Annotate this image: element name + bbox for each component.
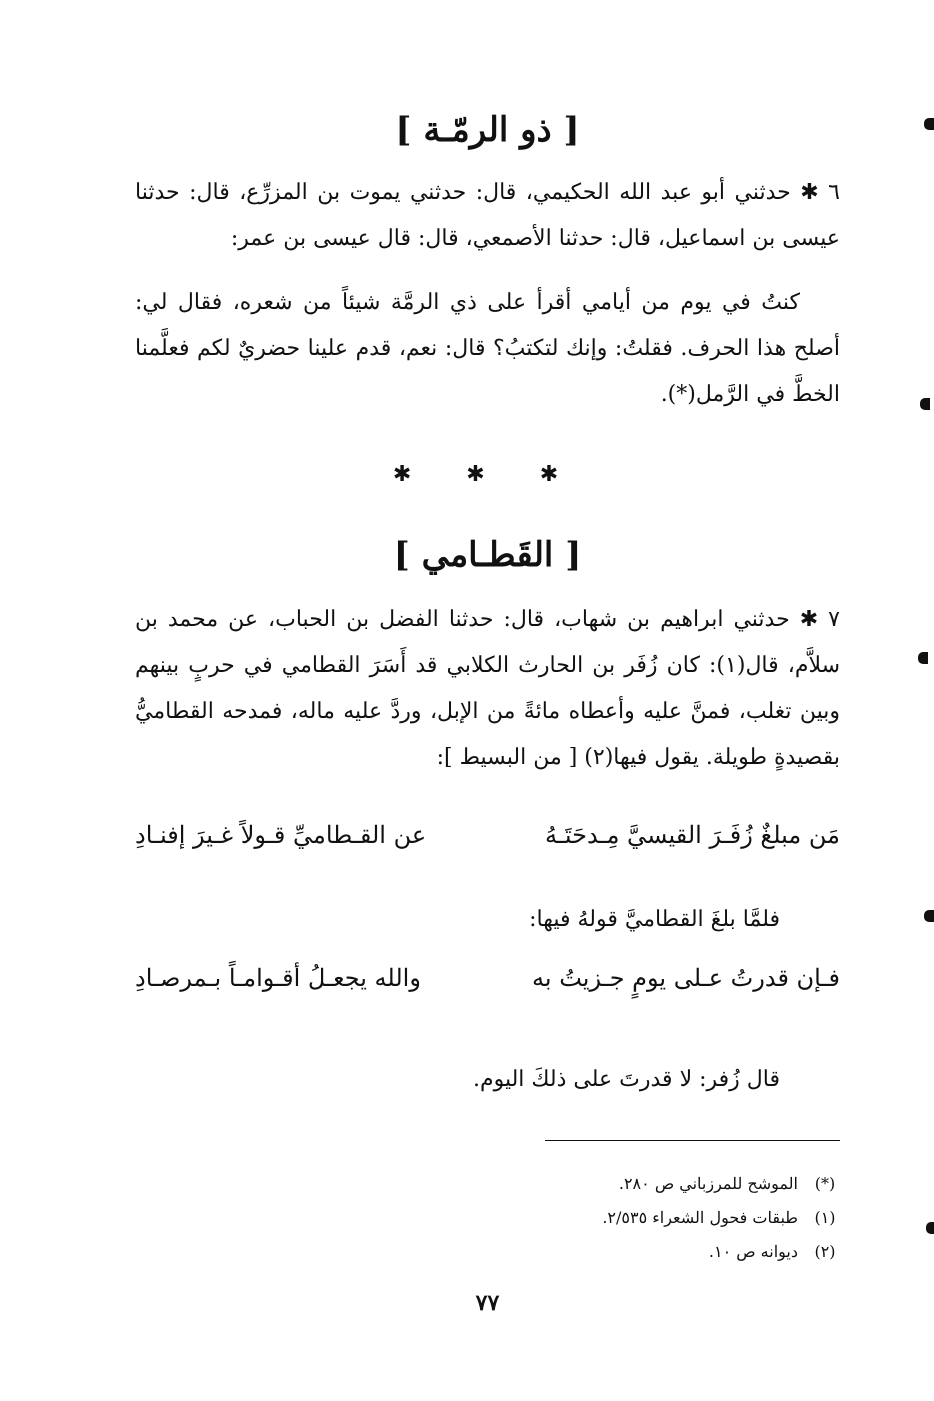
scan-edge-mark <box>926 1222 934 1234</box>
footnote-text: ديوانه ص ١٠. <box>708 1242 798 1261</box>
verse-1-second-hemistich: عن القـطاميِّ قـولاً غـيرَ إفنـادِ <box>135 821 427 849</box>
document-page <box>135 100 840 1360</box>
scan-edge-mark <box>920 398 930 410</box>
footnote-number: (٢) <box>814 1242 836 1261</box>
section-separator: ✱ ✱ ✱ <box>392 462 583 487</box>
verse-2-first-hemistich: فـإن قدرتُ عـلى يومٍ جـزيتُ به <box>532 964 840 992</box>
paragraph-isnad-6: ٦ ✱ حدثني أبو عبد الله الحكيمي، قال: حدثني يموت بن المزرِّع، قال: حدثنا عيسى بن اسماعيل، قال: حدثنا الأصمعي، قال: قال عيسى بن عمر: <box>135 180 840 251</box>
footnote-number: (١) <box>814 1208 836 1227</box>
narration-line-2: قال زُفر: لا قدرتَ على ذلكَ اليوم. <box>472 1067 780 1092</box>
scan-edge-mark <box>918 652 928 664</box>
section-title-dhu-al-rumma: [ ذو الرمّـة ] <box>395 110 580 150</box>
section-title-al-qutami: [ القَطـامي ] <box>393 535 582 575</box>
footnote-text: الموشح للمرزباني ص ٢٨٠. <box>618 1174 798 1193</box>
verse-2-second-hemistich: والله يجعـلُ أقـوامـاً بـمرصـادِ <box>135 964 421 992</box>
scan-edge-mark <box>924 910 934 922</box>
footnote-divider <box>545 1140 840 1141</box>
narration-line-1: فلمَّا بلغَ القطاميَّ قولهُ فيها: <box>529 907 780 932</box>
footnote-number: (*) <box>814 1174 836 1193</box>
poem-verse-1 <box>135 815 840 855</box>
poem-verse-2 <box>135 958 840 998</box>
footnote-item <box>602 1204 840 1232</box>
paragraph-isnad-7: ٧ ✱ حدثني ابراهيم بن شهاب، قال: حدثنا الفضل بن الحباب، عن محمد بن سلاَّم، قال(١): كان زُفَر بن الحارث الكلابي قد أَسَرَ القطامي في حربٍ بينهم وبين تغلب، فمنَّ عليه وأعطاه مائةً من الإبل، وردَّ عليه ماله، فمدحه القطاميُّ بقصيدةٍ طويلة. يقول فيها(٢) [ من البسيط ]: <box>135 607 841 770</box>
verse-1-first-hemistich: مَن مبلغٌ زُفَـرَ القيسيَّ مِـدحَتَـهُ <box>544 821 840 849</box>
footnote-item <box>709 1238 840 1266</box>
page-number: ٧٧ <box>475 1290 500 1316</box>
footnote-item <box>619 1170 840 1198</box>
paragraph-anecdote-6: كنتُ في يوم من أيامي أقرأ على ذي الرمَّة شيئاً من شعره، فقال لي: أصلح هذا الحرف. فقلتُ: وإنك لتكتبُ؟ قال: نعم، قدم علينا حضريٌ لكم فعلَّمنا الخطَّ في الرَّمل(*). <box>135 290 840 407</box>
footnote-text: طبقات فحول الشعراء ٢/٥٣٥. <box>602 1208 798 1227</box>
scan-edge-mark <box>924 118 934 130</box>
